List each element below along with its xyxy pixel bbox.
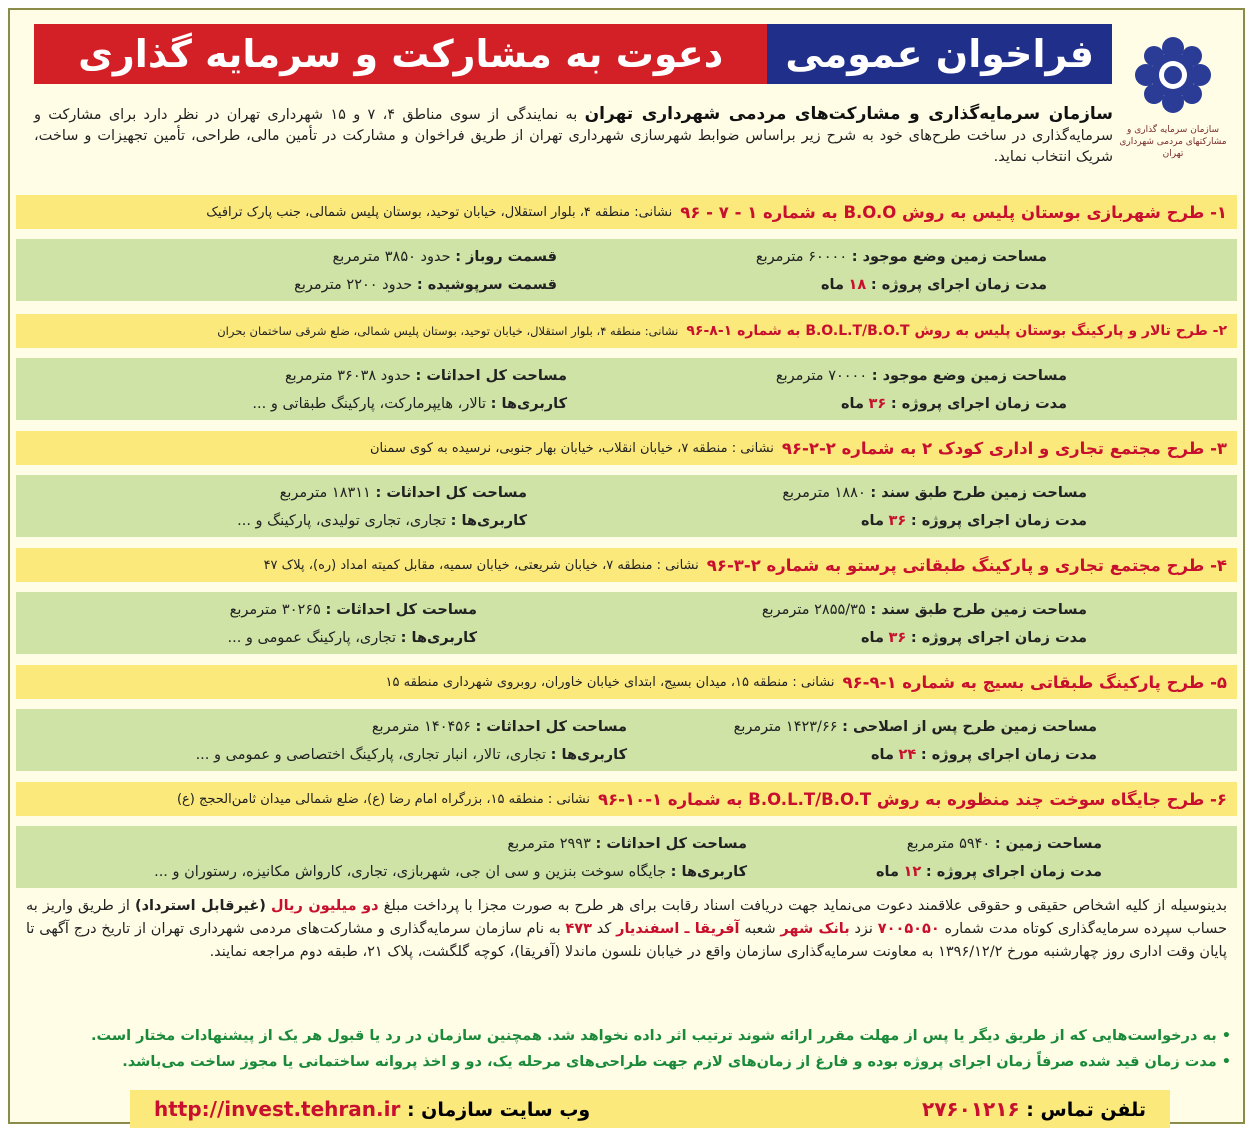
project-title: ۵- طرح پارکینگ طبقاتی بسیج به شماره ۱-۹-۹۶ bbox=[842, 672, 1227, 692]
project-address: نشانی: منطقه ۴، بلوار استقلال، خیابان توحید، بوستان پلیس شمالی، جنب پارک ترافیک bbox=[206, 204, 673, 220]
project-details bbox=[16, 475, 1237, 537]
project-header bbox=[16, 195, 1237, 229]
title-invitation: دعوت به مشارکت و سرمایه گذاری bbox=[34, 24, 767, 84]
detail-label: مدت زمان اجرای پروژه : bbox=[910, 630, 1087, 646]
detail-label: کاربری‌ها : bbox=[550, 747, 627, 763]
detail-label: مساحت زمین وضع موجود : bbox=[871, 368, 1067, 384]
project-section bbox=[16, 665, 1237, 771]
project-details bbox=[16, 358, 1237, 420]
duration-value: ۲۴ bbox=[898, 747, 917, 763]
account-number: ۷۰۰۵۰۵۰ bbox=[877, 921, 940, 937]
detail-label: مساحت کل احداثات : bbox=[475, 719, 627, 735]
note-line: • مدت زمان قید شده صرفاً زمان اجرای پروژه بوده و فارغ از زمان‌های لازم جهت طراحی‌های مرحله یک، دو و اخذ پروانه ساختمانی یا مجوز ساخت می‌باشد. bbox=[122, 1054, 1231, 1070]
project-title: ۲- طرح تالار و پارکینگ بوستان پلیس به روش B.O.L.T/B.O.T به شماره ۱-۸-۹۶ bbox=[686, 323, 1227, 339]
contact-footer bbox=[130, 1090, 1170, 1128]
detail-label: مساحت زمین : bbox=[994, 836, 1102, 852]
detail-label: کاربری‌ها : bbox=[670, 864, 747, 880]
intro-text: به نمایندگی از سوی مناطق ۴، ۷ و ۱۵ شهرداری تهران در نظر دارد برای مشارکت و سرمایه‌گذاری در ساخت طرح‌های خود به شرح زیر براساس ضوابط شهرسازی شهرداری تهران از طریق فراخوان و مشارکت در تأمین مالی، طراحی، تأمین تجهیزات و ساخت، شریک انتخاب نماید. bbox=[34, 107, 1113, 165]
intro-paragraph bbox=[34, 104, 1113, 168]
detail-label: مساحت کل احداثات : bbox=[415, 368, 567, 384]
detail-label: کاربری‌ها : bbox=[400, 630, 477, 646]
detail-value: ۶۰۰۰۰ مترمربع bbox=[755, 249, 848, 265]
duration-value: ۳۶ bbox=[888, 630, 907, 646]
branch-code: ۴۷۳ bbox=[565, 921, 592, 937]
terms-text: از طریق واریز به حساب سپرده سرمایه‌گذاری کوتاه مدت شماره bbox=[26, 898, 1228, 937]
project-title: ۴- طرح مجتمع تجاری و پارکینگ طبقاتی پرستو به شماره ۲-۳-۹۶ bbox=[706, 555, 1227, 575]
organization-logo bbox=[1117, 32, 1229, 160]
duration-value: ۱۲ bbox=[903, 864, 922, 880]
bank-branch: آفریقا ـ اسفندیار bbox=[616, 921, 740, 937]
project-header bbox=[16, 665, 1237, 699]
duration-unit: ماه bbox=[860, 513, 884, 529]
website-block bbox=[154, 1097, 590, 1121]
duration-unit: ماه bbox=[860, 630, 884, 646]
detail-label: مساحت کل احداثات : bbox=[325, 602, 477, 618]
detail-value: ۷۰۰۰۰ مترمربع bbox=[775, 368, 868, 384]
detail-value: تجاری، پارکینگ عمومی و ... bbox=[227, 630, 397, 646]
detail-value: ۱۸۸۰ مترمربع bbox=[782, 485, 866, 501]
detail-label: قسمت روباز : bbox=[455, 249, 557, 265]
detail-label: کاربری‌ها : bbox=[450, 513, 527, 529]
terms-paragraph bbox=[26, 895, 1227, 964]
duration-value: ۳۶ bbox=[868, 396, 887, 412]
duration-unit: ماه bbox=[870, 747, 894, 763]
project-title: ۱- طرح شهربازی بوستان پلیس به روش B.O.O به شماره ۱ - ۷ - ۹۶ bbox=[680, 202, 1227, 222]
project-title: ۳- طرح مجتمع تجاری و اداری کودک ۲ به شماره ۲-۲-۹۶ bbox=[781, 438, 1227, 458]
detail-value: ۵۹۴۰ مترمربع bbox=[906, 836, 991, 852]
intro-org-name: سازمان سرمایه‌گذاری و مشارکت‌های مردمی شهرداری تهران bbox=[584, 104, 1114, 124]
project-header bbox=[16, 782, 1237, 816]
detail-value: ۳۰۲۶۵ مترمربع bbox=[229, 602, 321, 618]
detail-label: مدت زمان اجرای پروژه : bbox=[920, 747, 1097, 763]
detail-label: مدت زمان اجرای پروژه : bbox=[925, 864, 1102, 880]
phone-number: ۲۷۶۰۱۲۱۶ bbox=[922, 1097, 1020, 1121]
detail-label: مساحت کل احداثات : bbox=[595, 836, 747, 852]
project-section bbox=[16, 782, 1237, 888]
detail-value: ۱۴۰۴۵۶ مترمربع bbox=[371, 719, 471, 735]
non-refundable-label: (غیرقابل استرداد) bbox=[134, 898, 266, 914]
detail-label: کاربری‌ها : bbox=[490, 396, 567, 412]
detail-value: تجاری، تجاری تولیدی، پارکینگ و ... bbox=[237, 513, 447, 529]
detail-value: ۲۸۵۵/۳۵ مترمربع bbox=[761, 602, 866, 618]
logo-label: سازمان سرمایه گذاری و مشارکتهای مردمی شهرداری تهران bbox=[1119, 125, 1227, 159]
project-address: نشانی: منطقه ۴، بلوار استقلال، خیابان توحید، بوستان پلیس شمالی، ضلع شرقی ساختمان بحران bbox=[217, 324, 679, 338]
detail-label: مدت زمان اجرای پروژه : bbox=[910, 513, 1087, 529]
project-details bbox=[16, 826, 1237, 888]
bank-name: بانک شهر bbox=[780, 921, 850, 937]
duration-unit: ماه bbox=[875, 864, 899, 880]
terms-text: کد bbox=[596, 921, 612, 937]
detail-label: مدت زمان اجرای پروژه : bbox=[870, 277, 1047, 293]
phone-block bbox=[922, 1097, 1146, 1121]
project-title: ۶- طرح جایگاه سوخت چند منظوره به روش B.O.L.T/B.O.T به شماره ۱-۱۰-۹۶ bbox=[598, 789, 1227, 809]
logo-emblem-icon bbox=[1130, 32, 1216, 118]
website-link[interactable]: http://invest.tehran.ir bbox=[154, 1097, 401, 1121]
project-address: نشانی : منطقه ۷، خیابان انقلاب، خیابان بهار جنوبی، نرسیده به کوی سمنان bbox=[369, 440, 774, 456]
detail-value: حدود ۳۶۰۳۸ مترمربع bbox=[284, 368, 411, 384]
project-details bbox=[16, 239, 1237, 301]
announcement-page bbox=[8, 8, 1245, 1124]
detail-label: مساحت زمین وضع موجود : bbox=[851, 249, 1047, 265]
title-general-call: فراخوان عمومی bbox=[767, 24, 1112, 84]
detail-value: ۲۹۹۳ مترمربع bbox=[507, 836, 591, 852]
project-address: نشانی : منطقه ۷، خیابان شریعتی، خیابان سمیه، مقابل کمیته امداد (ره)، پلاک ۴۷ bbox=[263, 557, 699, 573]
project-address: نشانی : منطقه ۱۵، میدان بسیج، ابتدای خیابان خاوران، روبروی شهرداری منطقه ۱۵ bbox=[385, 674, 835, 690]
duration-unit: ماه bbox=[820, 277, 844, 293]
detail-label: قسمت سرپوشیده : bbox=[416, 277, 557, 293]
project-header bbox=[16, 548, 1237, 582]
detail-label: مساحت کل احداثات : bbox=[375, 485, 527, 501]
detail-value: حدود ۲۲۰۰ مترمربع bbox=[294, 277, 413, 293]
website-label: وب سایت سازمان : bbox=[406, 1099, 591, 1121]
detail-label: مدت زمان اجرای پروژه : bbox=[890, 396, 1067, 412]
detail-label: مساحت زمین طرح طبق سند : bbox=[870, 602, 1087, 618]
project-section bbox=[16, 314, 1237, 420]
project-address: نشانی : منطقه ۱۵، بزرگراه امام رضا (ع)، ضلع شمالی میدان ثامن‌الحجج (ع) bbox=[176, 791, 591, 807]
detail-value: ۱۸۳۱۱ مترمربع bbox=[279, 485, 371, 501]
detail-value: تالار، هایپرمارکت، پارکینگ طبقاتی و ... bbox=[252, 396, 487, 412]
note-line: • به درخواست‌هایی که از طریق دیگر یا پس از مهلت مقرر ارائه شوند ترتیب اثر داده نخواهد شد. همچنین سازمان در رد یا قبول هر یک از پیشنهادات مختار است. bbox=[91, 1028, 1231, 1044]
detail-value: تجاری، تالار، انبار تجاری، پارکینگ اختصاصی و عمومی و ... bbox=[195, 747, 547, 763]
duration-unit: ماه bbox=[840, 396, 864, 412]
terms-text: شعبه bbox=[744, 921, 776, 937]
terms-text: نزد bbox=[854, 921, 873, 937]
terms-text: به نام سازمان سرمایه‌گذاری و مشارکت‌های مردمی شهرداری تهران از تاریخ درج آگهی تا پایان وقت اداری روز چهارشنبه مورخ ۱۳۹۶/۱۲/۲ به معاونت سرمایه‌گذاری سازمان واقع در خیابان نلسون ماندلا (آفریقا)، کوچه گلگشت، پلاک ۲۱، طبقه دوم مراجعه نمایند. bbox=[26, 921, 1227, 960]
project-details bbox=[16, 592, 1237, 654]
detail-label: مساحت زمین طرح پس از اصلاحی : bbox=[842, 719, 1097, 735]
announcement-title bbox=[34, 24, 1112, 84]
detail-value: جایگاه سوخت بنزین و سی ان جی، شهربازی، تجاری، کارواش مکانیزه، رستوران و ... bbox=[154, 864, 667, 880]
project-details bbox=[16, 709, 1237, 771]
project-section bbox=[16, 195, 1237, 301]
duration-value: ۱۸ bbox=[848, 277, 867, 293]
project-section bbox=[16, 548, 1237, 654]
duration-value: ۳۶ bbox=[888, 513, 907, 529]
fee-amount: دو میلیون ریال bbox=[271, 898, 379, 914]
project-section bbox=[16, 431, 1237, 537]
phone-label: تلفن تماس : bbox=[1026, 1099, 1146, 1121]
terms-text: بدینوسیله از کلیه اشخاص حقیقی و حقوقی علاقمند دعوت می‌نماید جهت دریافت اسناد رقابت برای هر طرح به صورت مجزا با پرداخت مبلغ bbox=[383, 898, 1228, 914]
project-header bbox=[16, 431, 1237, 465]
detail-label: مساحت زمین طرح طبق سند : bbox=[870, 485, 1087, 501]
detail-value: ۱۴۲۳/۶۶ مترمربع bbox=[733, 719, 838, 735]
project-header bbox=[16, 314, 1237, 348]
detail-value: حدود ۳۸۵۰ مترمربع bbox=[332, 249, 451, 265]
